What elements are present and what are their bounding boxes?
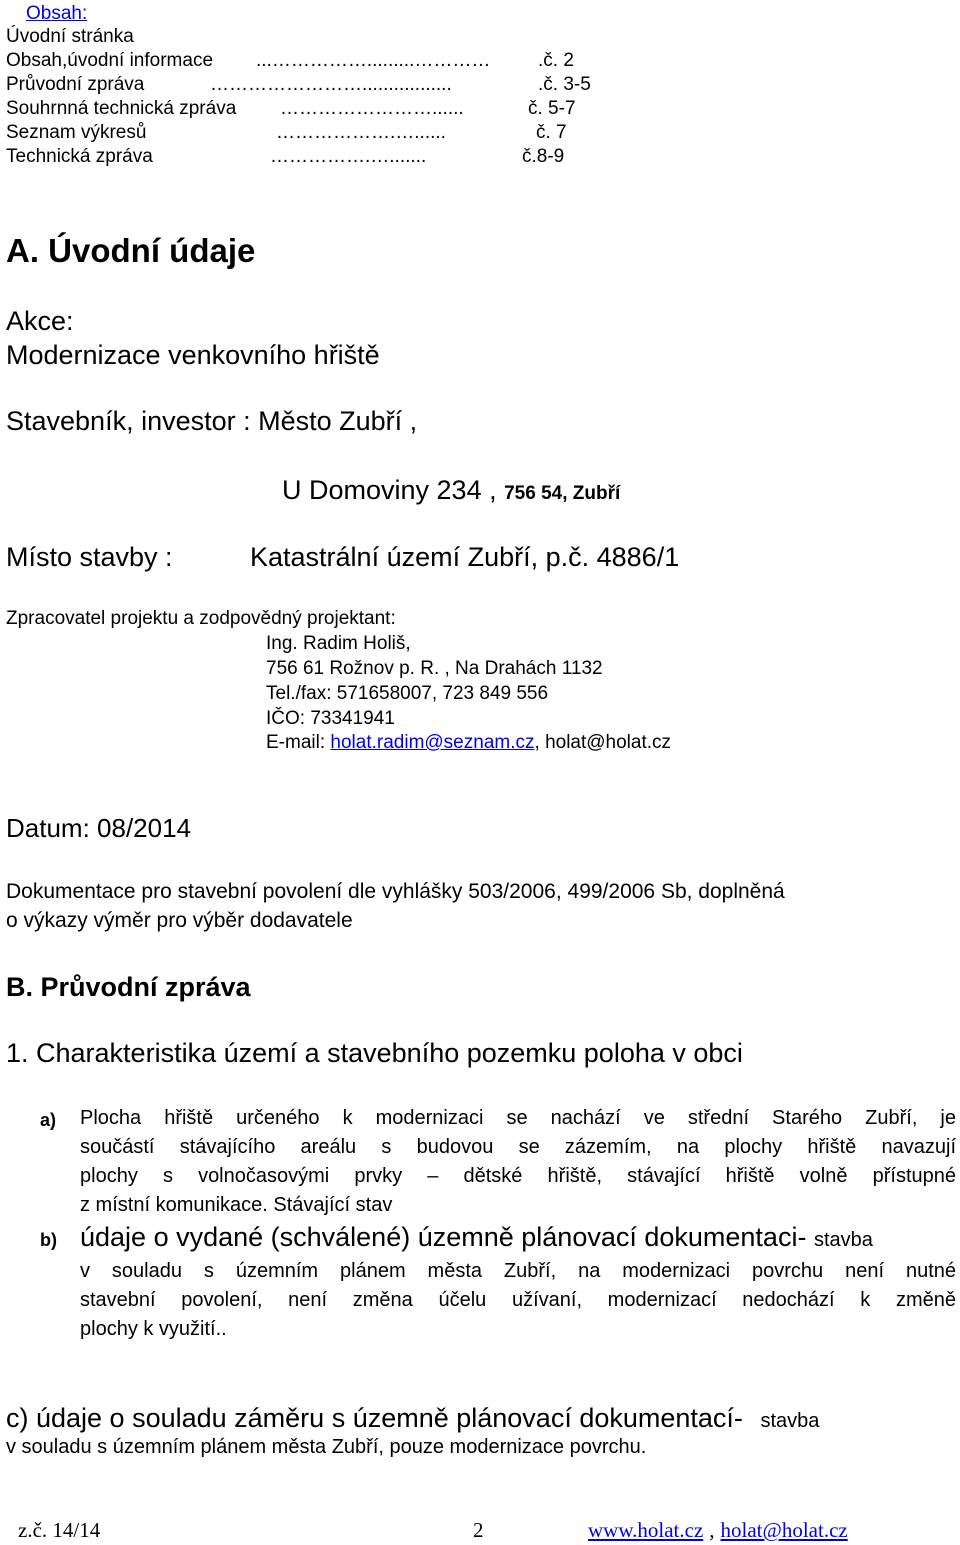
documentation-line-2: o výkazy výměr pro výběr dodavatele xyxy=(6,909,353,932)
toc-item-dots: ...…………….........………… xyxy=(256,50,491,71)
investor-line: Stavebník, investor : Město Zubří , xyxy=(6,406,418,436)
toc-item-page: .č. 2 xyxy=(538,50,574,71)
item-b-line: plochy k využití.. xyxy=(80,1318,227,1340)
toc-item-dots: ……………………...... xyxy=(280,98,464,119)
email-label: E-mail: xyxy=(266,732,326,753)
item-c-heading xyxy=(6,1405,819,1432)
email-link[interactable]: holat.radim@seznam.cz xyxy=(330,732,535,753)
item-a-line: Plocha hřiště určeného k modernizaci se nachází ve střední Starého Zubří, je xyxy=(80,1107,956,1129)
toc-item-page: č. 7 xyxy=(536,122,567,143)
item-a-line: z místní komunikace. Stávající stav xyxy=(80,1194,393,1216)
toc-item-page: č.8-9 xyxy=(522,146,565,167)
email-secondary: holat@holat.cz xyxy=(545,732,672,753)
item-b-line: stavební povolení, není změna účelu užívaní, modernizací nedochází k změně xyxy=(80,1289,956,1311)
misto-label: Místo stavby : xyxy=(6,542,173,572)
toc-item-title: Technická zpráva xyxy=(6,146,153,167)
item-b-heading xyxy=(80,1224,873,1251)
item-c-line: v souladu s územním plánem města Zubří, pouze modernizace povrchu. xyxy=(6,1436,647,1458)
subsection-1-title: 1. Charakteristika území a stavebního pozemku poloha v obci xyxy=(6,1038,743,1068)
toc-item-title: Souhrnná technická zpráva xyxy=(6,98,237,119)
address-street: U Domoviny 234 , xyxy=(282,475,497,505)
email-separator: , xyxy=(534,732,540,753)
footer-page-number: 2 xyxy=(473,1518,484,1542)
designer-email xyxy=(266,733,671,752)
designer-ico: IČO: 73341941 xyxy=(266,708,395,729)
section-a-title: A. Úvodní údaje xyxy=(6,232,256,269)
toc-item-dots: ……………….…...... xyxy=(276,122,446,143)
address-postcode: 756 54, Zubří xyxy=(504,483,621,504)
footer-separator: , xyxy=(709,1518,715,1542)
item-b-heading-suffix: stavba xyxy=(813,1229,873,1251)
akce-value: Modernizace venkovního hřiště xyxy=(6,340,380,370)
item-a-paragraph xyxy=(80,1104,956,1220)
item-a-line: plochy s volnočasovými prvky – dětské hřiště, stávající hřiště volně přístupné xyxy=(80,1165,956,1187)
footer-email-link[interactable]: holat@holat.cz xyxy=(720,1518,848,1542)
toc-item-title: Průvodní zpráva xyxy=(6,74,145,95)
toc-item-page: č. 5-7 xyxy=(528,98,576,119)
investor-address xyxy=(282,477,620,504)
toc-intro: Úvodní stránka xyxy=(6,26,134,47)
footer-website-link[interactable]: www.holat.cz xyxy=(588,1518,704,1542)
footer-contacts xyxy=(588,1520,848,1541)
footer-reference: z.č. 14/14 xyxy=(18,1518,101,1542)
misto-value: Katastrální území Zubří, p.č. 4886/1 xyxy=(250,542,680,572)
documentation-line-1: Dokumentace pro stavební povolení dle vyhlášky 503/2006, 499/2006 Sb, doplněná xyxy=(6,880,785,903)
item-b-heading-main: údaje o vydané (schválené) územně plánovací dokumentaci- xyxy=(80,1222,807,1252)
toc-item-title: Seznam výkresů xyxy=(6,122,147,143)
item-a-label: a) xyxy=(40,1110,57,1130)
toc-item-page: .č. 3-5 xyxy=(538,74,591,95)
toc-item-dots: …………….…....... xyxy=(270,146,427,167)
toc-heading: Obsah: xyxy=(26,3,88,24)
item-b-line: v souladu s územním plánem města Zubří, na modernizaci povrchu není nutné xyxy=(80,1260,956,1282)
item-c-heading-main: c) údaje o souladu záměru s územně plánovací dokumentací- xyxy=(6,1403,743,1433)
akce-label: Akce: xyxy=(6,306,74,336)
datum: Datum: 08/2014 xyxy=(6,813,192,843)
designer-address: 756 61 Rožnov p. R. , Na Drahách 1132 xyxy=(266,658,603,679)
designer-name: Ing. Radim Holiš, xyxy=(266,633,411,654)
toc-item-dots: ……………………................. xyxy=(210,74,452,95)
toc-item-title: Obsah,úvodní informace xyxy=(6,50,214,71)
item-b-label: b) xyxy=(40,1230,57,1250)
item-c-heading-suffix: stavba xyxy=(760,1410,820,1432)
zpracovatel-label: Zpracovatel projektu a zodpovědný projektant: xyxy=(6,608,396,629)
designer-phone: Tel./fax: 571658007, 723 849 556 xyxy=(266,683,549,704)
item-b-paragraph xyxy=(80,1257,956,1344)
item-a-line: součástí stávajícího areálu s budovou se zázemím, na plochy hřiště navazují xyxy=(80,1136,956,1158)
section-b-title: B. Průvodní zpráva xyxy=(6,972,251,1002)
